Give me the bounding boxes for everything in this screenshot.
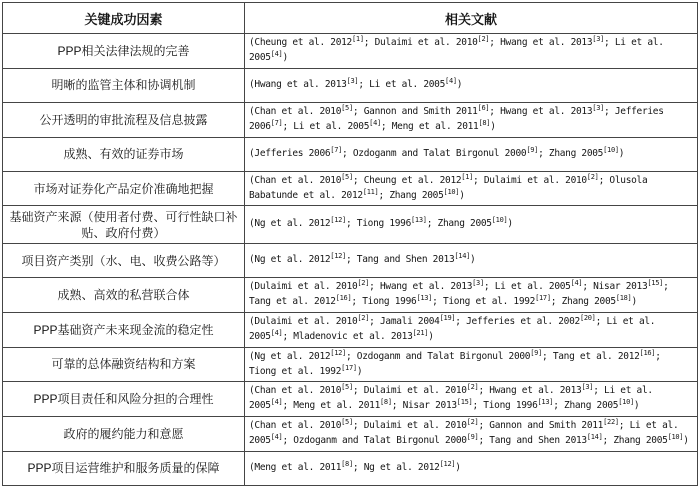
citation-ref: [6]	[477, 103, 490, 112]
citations-cell: (Jefferies 2006[7]; Ozdoganm and Talat Birgonul 2000[9]; Zhang 2005[10])	[245, 137, 698, 171]
citation-ref: [1]	[461, 172, 474, 181]
citation-ref: [13]	[416, 294, 433, 303]
table-row	[3, 347, 698, 382]
citation-ref: [4]	[270, 398, 283, 407]
table-row	[3, 137, 698, 171]
citation-ref: [2]	[466, 417, 479, 426]
table-row	[3, 417, 698, 452]
citation-ref: [5]	[341, 383, 353, 392]
citation-ref: [12]	[330, 348, 346, 357]
citation-ref: [10]	[603, 145, 619, 154]
table-row	[3, 34, 698, 69]
citation-ref: [2]	[357, 313, 370, 322]
citations-cell: (Chan et al. 2010[5]; Gannon and Smith 2011[6]; Hwang et al. 2013[3]; Jefferies 2006[7]; Li et al. 2005[4]; Meng et al. 2011[8])	[245, 102, 698, 137]
citation-ref: [4]	[369, 118, 381, 127]
csf-literature-table	[2, 2, 698, 486]
citation-ref: [2]	[586, 172, 599, 181]
table-body	[3, 34, 698, 486]
factor-cell: 市场对证券化产品定价准确地把握	[3, 171, 245, 206]
citation-ref: [10]	[443, 187, 460, 196]
citation-ref: [10]	[667, 432, 684, 441]
factor-cell: 成熟、有效的证券市场	[3, 137, 245, 171]
header-row	[3, 3, 698, 34]
table-row	[3, 102, 698, 137]
citation-ref: [3]	[592, 34, 605, 43]
factor-cell: 明晰的监管主体和协调机制	[3, 68, 245, 102]
citation-ref: [2]	[357, 279, 370, 288]
factor-cell: PPP项目责任和风险分担的合理性	[3, 382, 245, 417]
citation-ref: [5]	[341, 103, 353, 112]
citation-ref: [3]	[592, 103, 605, 112]
citation-ref: [2]	[466, 383, 479, 392]
citations-cell: (Chan et al. 2010[5]; Dulaimi et al. 2010[2]; Gannon and Smith 2011[22]; Li et al. 2005[4]; Ozdoganm and Talat Birgonul 2000[9]; Tang and Shen 2013[14]; Zhang 2005[10])	[245, 417, 698, 452]
citations-cell: (Cheung et al. 2012[1]; Dulaimi et al. 2010[2]; Hwang et al. 2013[3]; Li et al. 2005[4])	[245, 34, 698, 69]
factor-cell: 成熟、高效的私营联合体	[3, 278, 245, 313]
citation-ref: [7]	[330, 145, 343, 154]
citations-cell: (Hwang et al. 2013[3]; Li et al. 2005[4])	[245, 68, 698, 102]
citation-ref: [13]	[537, 398, 554, 407]
citations-cell: (Ng et al. 2012[12]; Tang and Shen 2013[14])	[245, 244, 698, 278]
citations-cell: (Dulaimi et al. 2010[2]; Jamali 2004[19]; Jefferies et al. 2002[20]; Li et al. 2005[4]; Mladenovic et al. 2013[21])	[245, 313, 698, 348]
citation-ref: [1]	[351, 34, 364, 43]
factor-cell: 政府的履约能力和意愿	[3, 417, 245, 452]
citation-ref: [7]	[270, 118, 283, 127]
factor-cell: 基础资产来源（使用者付费、可行性缺口补贴、政府付费）	[3, 206, 245, 244]
citation-ref: [16]	[639, 348, 656, 357]
citation-ref: [22]	[603, 417, 619, 426]
factor-cell: 项目资产类别（水、电、收费公路等）	[3, 244, 245, 278]
citation-ref: [5]	[341, 172, 353, 181]
citation-ref: [17]	[341, 363, 357, 372]
citation-ref: [9]	[466, 432, 479, 441]
table-row	[3, 451, 698, 485]
citations-cell: (Dulaimi et al. 2010[2]; Hwang et al. 2013[3]; Li et al. 2005[4]; Nisar 2013[15]; Tang et al. 2012[16]; Tiong 1996[13]; Tiong et al. 1992[17]; Zhang 2005[18])	[245, 278, 698, 313]
citation-ref: [4]	[445, 76, 457, 85]
citations-cell: (Meng et al. 2011[8]; Ng et al. 2012[12])	[245, 451, 698, 485]
table-row	[3, 382, 698, 417]
citation-ref: [11]	[362, 187, 379, 196]
header-citations: 相关文献	[245, 3, 698, 34]
table-row	[3, 171, 698, 206]
citation-ref: [4]	[270, 432, 283, 441]
citation-ref: [19]	[439, 313, 456, 322]
citation-ref: [12]	[330, 252, 346, 261]
citation-ref: [10]	[491, 216, 508, 225]
citation-ref: [20]	[579, 313, 596, 322]
table-row	[3, 313, 698, 348]
citation-ref: [14]	[454, 252, 471, 261]
factor-cell: 公开透明的审批流程及信息披露	[3, 102, 245, 137]
citation-ref: [3]	[581, 383, 594, 392]
table-row	[3, 68, 698, 102]
citation-ref: [4]	[270, 49, 283, 58]
citation-ref: [15]	[456, 398, 473, 407]
citation-ref: [3]	[346, 76, 359, 85]
citations-cell: (Chan et al. 2010[5]; Cheung et al. 2012[1]; Dulaimi et al. 2010[2]; Olusola Babatunde et al. 2012[11]; Zhang 2005[10])	[245, 171, 698, 206]
citation-ref: [4]	[570, 279, 583, 288]
citation-ref: [3]	[472, 279, 484, 288]
citation-ref: [8]	[478, 118, 491, 127]
citation-ref: [2]	[477, 34, 490, 43]
factor-cell: PPP基础资产未来现金流的稳定性	[3, 313, 245, 348]
table-row	[3, 278, 698, 313]
citation-ref: [21]	[412, 328, 429, 337]
citations-cell: (Ng et al. 2012[12]; Tiong 1996[13]; Zhang 2005[10])	[245, 206, 698, 244]
citations-cell: (Ng et al. 2012[12]; Ozdoganm and Talat Birgonul 2000[9]; Tang et al. 2012[16]; Tiong et al. 1992[17])	[245, 347, 698, 382]
factor-cell: PPP项目运营维护和服务质量的保障	[3, 451, 245, 485]
citation-ref: [8]	[380, 398, 392, 407]
citation-ref: [14]	[586, 432, 603, 441]
citation-ref: [18]	[615, 294, 632, 303]
factor-cell: 可靠的总体融资结构和方案	[3, 347, 245, 382]
citation-ref: [16]	[335, 294, 352, 303]
citation-ref: [15]	[647, 279, 664, 288]
citation-ref: [4]	[270, 328, 283, 337]
citation-ref: [12]	[439, 459, 456, 468]
table-row	[3, 244, 698, 278]
citation-ref: [9]	[526, 145, 539, 154]
header-factor: 关键成功因素	[3, 3, 245, 34]
factor-cell: PPP相关法律法规的完善	[3, 34, 245, 69]
citation-ref: [8]	[341, 459, 353, 468]
citation-ref: [17]	[535, 294, 551, 303]
citation-ref: [9]	[530, 348, 542, 357]
citation-ref: [13]	[411, 216, 427, 225]
citation-ref: [10]	[618, 398, 634, 407]
citations-cell: (Chan et al. 2010[5]; Dulaimi et al. 2010[2]; Hwang et al. 2013[3]; Li et al. 2005[4]; Meng et al. 2011[8]; Nisar 2013[15]; Tiong 1996[13]; Zhang 2005[10])	[245, 382, 698, 417]
citation-ref: [5]	[341, 417, 353, 426]
table-row	[3, 206, 698, 244]
citation-ref: [12]	[330, 216, 346, 225]
